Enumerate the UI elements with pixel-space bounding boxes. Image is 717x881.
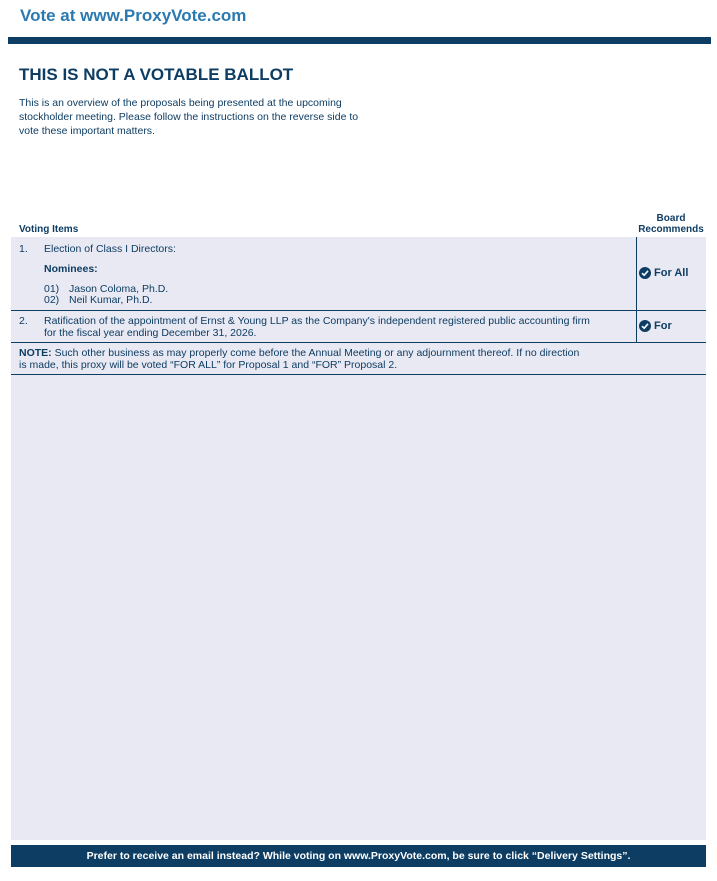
nominee-1-number: 01) [44, 283, 60, 295]
recommend-column-divider [636, 237, 637, 343]
item-1-text: Election of Class I Directors: [44, 243, 176, 255]
check-circle-icon [639, 320, 651, 332]
item-divider [11, 310, 706, 311]
footer-banner: Prefer to receive an email instead? While voting on www.ProxyVote.com, be sure to click “Delivery Settings”. [11, 845, 706, 867]
board-heading-line1: Board [656, 213, 686, 224]
note-text-line2: is made, this proxy will be voted “FOR ALL” for Proposal 1 and “FOR” Proposal 2. [19, 359, 398, 371]
item-2-text-line1: Ratification of the appointment of Ernst & Young LLP as the Company's independent registered public accounting firm [44, 315, 590, 327]
nominee-2-name: Neil Kumar, Ph.D. [69, 294, 153, 306]
note-text-line1 [19, 347, 649, 359]
note-line1: Such other business as may properly come before the Annual Meeting or any adjournment thereof. If no direction [51, 347, 580, 359]
board-recommends-heading [636, 213, 706, 235]
nominees-label: Nominees: [44, 263, 98, 275]
intro-text: This is an overview of the proposals being presented at the upcoming stockholder meeting. Please follow the instructions on the reverse side to vote these important matters. [19, 97, 359, 137]
item-2-text-line2: for the fiscal year ending December 31, 2026. [44, 327, 257, 339]
item-1-recommendation [639, 267, 688, 279]
item-2-number: 2. [19, 315, 28, 327]
item-2-recommendation [639, 320, 672, 332]
board-heading-line2: Recommends [638, 224, 704, 235]
item-2-recommendation-label: For [654, 320, 672, 332]
proxyvote-header-link[interactable]: Vote at www.ProxyVote.com [20, 6, 247, 25]
item-1-recommendation-label: For All [654, 267, 689, 279]
item-divider [11, 342, 706, 343]
nominee-1-name: Jason Coloma, Ph.D. [69, 283, 169, 295]
note-label: NOTE: [19, 347, 52, 359]
header-divider-bar [8, 37, 711, 44]
page-title: THIS IS NOT A VOTABLE BALLOT [19, 65, 294, 84]
note-divider [11, 374, 706, 375]
voting-items-heading: Voting Items [19, 224, 79, 235]
nominee-2-number: 02) [44, 294, 60, 306]
item-1-number: 1. [19, 243, 28, 255]
check-circle-icon [639, 267, 651, 279]
